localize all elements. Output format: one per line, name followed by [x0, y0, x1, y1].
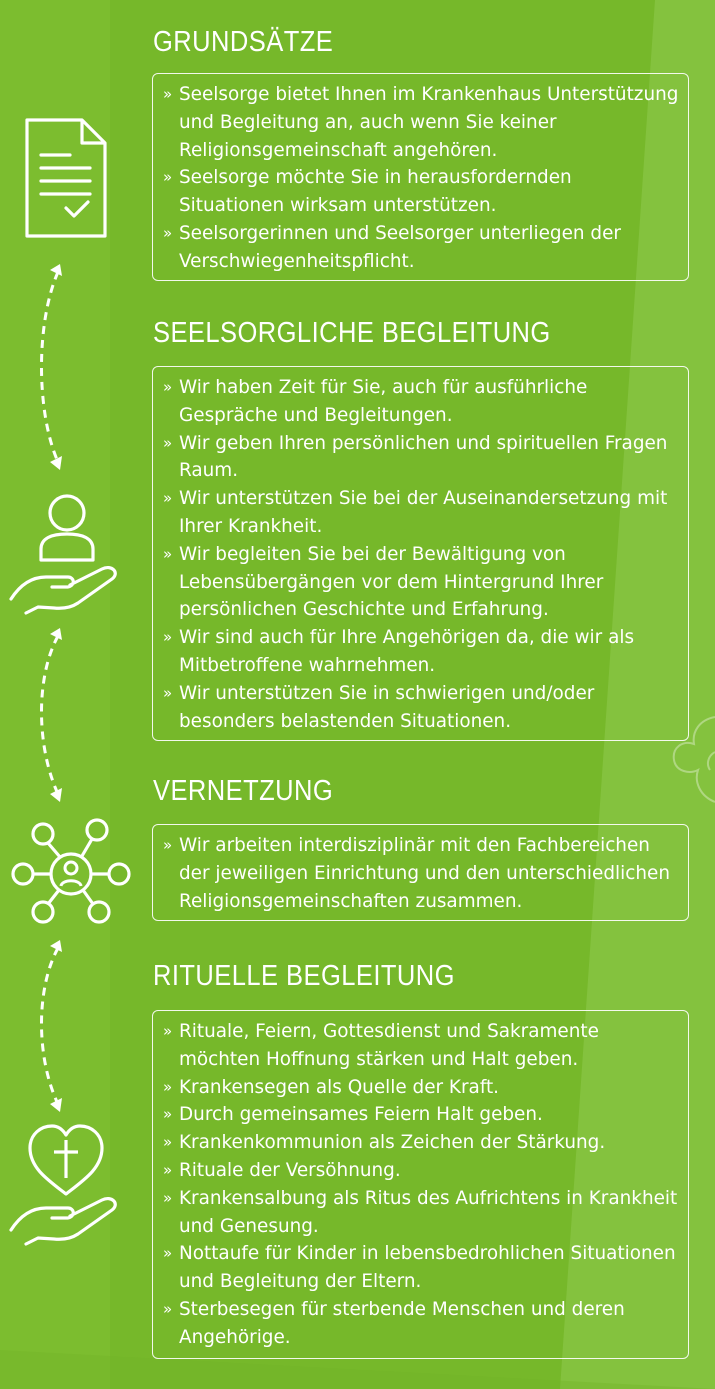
list-item-text: Krankensalbung als Ritus des Aufrichtens in Krankheit und Genesung.	[179, 1187, 678, 1237]
section-title-rituelle-begleitung: RITUELLE BEGLEITUNG	[153, 960, 455, 992]
list-item	[161, 624, 680, 680]
list-item	[161, 541, 680, 624]
list-item	[161, 1074, 680, 1102]
person-in-hand-icon	[8, 493, 124, 615]
bullet-marker: »	[163, 1022, 173, 1040]
bullet-marker: »	[163, 544, 173, 563]
list-item	[161, 374, 680, 430]
bullet-marker: »	[163, 1105, 173, 1124]
list-item	[161, 220, 680, 276]
bullet-marker: »	[163, 489, 173, 508]
list-item-text: Wir haben Zeit für Sie, auch für ausführliche Gespräche und Begleitungen.	[179, 377, 588, 426]
section-title-grundsaetze: GRUNDSÄTZE	[153, 26, 334, 58]
bullet-list	[161, 1018, 680, 1352]
list-item-text: Rituale der Versöhnung.	[179, 1159, 401, 1181]
section-title-vernetzung: VERNETZUNG	[153, 775, 334, 807]
document-check-icon	[24, 117, 108, 239]
list-item-text: Sterbesegen für sterbende Menschen und deren Angehörige.	[179, 1298, 625, 1348]
list-item	[161, 81, 680, 164]
list-item	[161, 1185, 680, 1241]
bullet-marker: »	[163, 378, 173, 396]
dashed-connector	[30, 262, 70, 472]
list-item	[161, 164, 680, 220]
list-item	[161, 1296, 680, 1352]
list-item	[161, 1157, 680, 1185]
list-item-text: Wir sind auch für Ihre Angehörigen da, die wir als Mitbetroffene wahrnehmen.	[179, 627, 635, 676]
section-box-rituelle-begleitung	[152, 1010, 689, 1359]
bullet-marker: »	[163, 1299, 173, 1318]
list-item-text: Wir arbeiten interdisziplinär mit den Fachbereichen der jeweiligen Einrichtung und den unterschiedlichen Religionsgemeinschaften zusammen.	[179, 835, 670, 912]
list-item-text: Krankensegen als Quelle der Kraft.	[179, 1076, 500, 1098]
section-box-vernetzung	[152, 824, 689, 921]
list-item-text: Seelsorgerinnen und Seelsorger unterliegen der Verschwiegenheitspflicht.	[179, 222, 621, 272]
heart-cross-in-hand-icon	[8, 1124, 124, 1246]
bullet-list	[161, 832, 680, 915]
list-item-text: Krankenkommunion als Zeichen der Stärkung.	[179, 1132, 606, 1154]
bullet-marker: »	[163, 85, 173, 103]
list-item-text: Seelsorge möchte Sie in herausfordernden Situationen wirksam unterstützen.	[179, 167, 572, 217]
list-item-text: Wir unterstützen Sie in schwierigen und/oder besonders belastenden Situationen.	[179, 682, 595, 732]
list-item	[161, 485, 680, 541]
list-item-text: Wir unterstützen Sie bei der Auseinandersetzung mit Ihrer Krankheit.	[179, 488, 668, 537]
bullet-list	[161, 374, 680, 735]
list-item-text: Seelsorge bietet Ihnen im Krankenhaus Unterstützung und Begleitung an, auch wenn Sie keiner Religionsgemeinschaft angehören.	[179, 84, 679, 161]
section-title-seelsorgliche-begleitung: SEELSORGLICHE BEGLEITUNG	[153, 317, 551, 349]
network-person-icon	[10, 818, 132, 926]
list-item	[161, 1240, 680, 1296]
dashed-connector	[30, 626, 70, 804]
list-item	[161, 680, 680, 736]
section-box-seelsorgliche-begleitung	[152, 366, 689, 741]
bullet-marker: »	[163, 433, 173, 452]
bullet-marker: »	[163, 168, 173, 187]
bullet-marker: »	[163, 1244, 173, 1263]
bullet-marker: »	[163, 683, 173, 702]
bullet-marker: »	[163, 1188, 173, 1207]
list-item	[161, 430, 680, 486]
list-item	[161, 1101, 680, 1129]
list-item	[161, 1018, 680, 1074]
list-item-text: Nottaufe für Kinder in lebensbedrohlichen Situationen und Begleitung der Eltern.	[179, 1243, 676, 1293]
section-box-grundsaetze	[152, 73, 689, 281]
list-item	[161, 832, 680, 915]
bullet-list	[161, 81, 680, 276]
list-item	[161, 1129, 680, 1157]
list-item-text: Wir geben Ihren persönlichen und spirituellen Fragen Raum.	[179, 432, 668, 482]
bullet-marker: »	[163, 628, 173, 647]
bullet-marker: »	[163, 223, 173, 242]
bullet-marker: »	[163, 1077, 173, 1096]
bullet-marker: »	[163, 836, 173, 854]
bullet-marker: »	[163, 1160, 173, 1179]
bullet-marker: »	[163, 1133, 173, 1152]
list-item-text: Durch gemeinsames Feiern Halt geben.	[179, 1104, 543, 1126]
dashed-connector	[30, 938, 70, 1114]
list-item-text: Wir begleiten Sie bei der Bewältigung von Lebensübergängen vor dem Hintergrund Ihrer persönlichen Geschichte und Erfahrung.	[179, 543, 604, 621]
list-item-text: Rituale, Feiern, Gottesdienst und Sakramente möchten Hoffnung stärken und Halt geben.	[179, 1021, 599, 1070]
